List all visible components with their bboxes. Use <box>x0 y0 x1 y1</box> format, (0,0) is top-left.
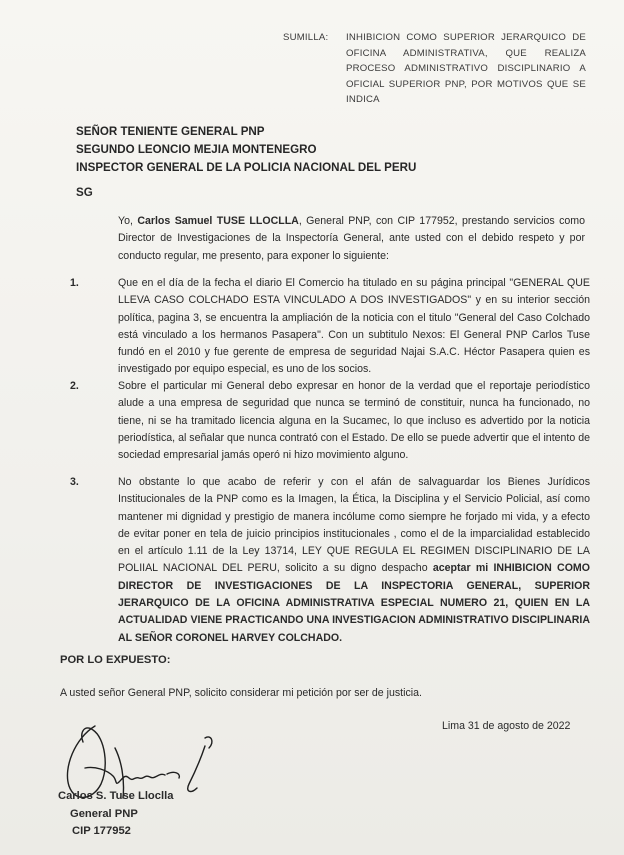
signer-name: Carlos S. Tuse Lloclla <box>58 790 174 802</box>
item-3-text: No obstante lo que acabo de referir y con el afán de salvaguardar los Bienes Jurídicos Institucionales de la PNP como es la Imagen, la Ética, la Disciplina y el Servicio Policial, así como mantener mi dignidad y prestigio de manera incólume como siempre he forjado mi vida, y a efecto de evitar poner en tela de juicio principios institucionales , como el de la imparcialidad establecido en el artículo 1.11 de la Ley 13714, LEY QUE REGULA EL REGIMEN DISCIPLINARIO DE LA POLIIAL NACIONAL DEL PERU, solicito a su digno despacho <box>118 476 590 575</box>
addressee-block <box>76 123 516 177</box>
item-number: 3. <box>70 476 79 488</box>
item-number: 2. <box>70 380 79 392</box>
closing-heading: POR LO EXPUESTO: <box>60 654 171 666</box>
addressee-line-2: SEGUNDO LEONCIO MEJIA MONTENEGRO <box>76 143 317 156</box>
sumilla-text: INHIBICION COMO SUPERIOR JERARQUICO DE OFICINA ADMINISTRATIVA, QUE REALIZA PROCESO ADMINISTRATIVO DISCIPLINARIO A OFICIAL SUPERIOR PNP, POR MOTIVOS QUE SE INDICA <box>346 32 586 105</box>
item-text: Sobre el particular mi General debo expresar en honor de la verdad que el reportaje periodístico alude a una empresa de seguridad que nunca se terminó de constituir, nunca ha funcionado, no tiene, ni se ha tramitado licencia alguna en la Sucamec, lo que incluso es advertido por la noticia periodística, al señalar que nunca contrató con el Estado. De ello se puede advertir que el intento de sociedad empresarial jamás operó ni hizo movimiento alguno. <box>118 380 590 462</box>
addressee-line-3: INSPECTOR GENERAL DE LA POLICIA NACIONAL DEL PERU <box>76 161 417 174</box>
signer-rank: General PNP <box>70 807 138 820</box>
request-sentence: A usted señor General PNP, solicito considerar mi petición por ser de justicia. <box>60 687 422 699</box>
intro-name: Carlos Samuel TUSE LLOCLLA <box>137 215 299 227</box>
item-text <box>118 474 590 647</box>
salutation: SG <box>76 186 93 199</box>
sumilla-label: SUMILLA: <box>283 32 329 43</box>
intro-after: , General PNP, con CIP 177952, prestando servicios como Director de Investigaciones de la Inspectoría General, ante usted con el debido respeto y por conducto regular, me presento, para exponer lo siguiente: <box>118 215 585 262</box>
signer-block <box>58 788 173 841</box>
intro-paragraph <box>118 213 585 265</box>
item-text: Que en el día de la fecha el diario El Comercio ha titulado en su página principal "GENERAL QUE LLEVA CASO COLCHADO ESTA VINCULADO A DOS INVESTIGADOS" y en su interior sección política, pagina 3, se encuentra la ampliación de la noticia con el titulo "General del Caso Colchado está vinculado a los hermanos Pasapera". Con un subtitulo Nexos: El General PNP Carlos Tuse fundó en el 2010 y fue gerente de empresa de seguridad Najai S.A.C. Héctor Pasapera quien es investigado por equipo especial, es uno de los socios. <box>118 277 590 376</box>
addressee-line-1: SEÑOR TENIENTE GENERAL PNP <box>76 125 265 138</box>
date-line: Lima 31 de agosto de 2022 <box>442 720 571 732</box>
intro-before: Yo, <box>118 215 138 227</box>
item-number: 1. <box>70 277 79 289</box>
signer-cip: CIP 177952 <box>72 825 131 837</box>
item-3-bold-request: aceptar mi INHIBICION COMO DIRECTOR DE INVESTIGACIONES DE LA INSPECTORIA GENERAL, SUPERIOR JERARQUICO DE LA OFICINA ADMINISTRATIVA ESPECIAL NUMERO 21, QUIEN EN LA ACTUALIDAD VIENE PRACTICANDO UNA INVESTIGACION ADMINISTRATIVO DISCIPLINARIA AL SEÑOR CORONEL HARVEY COLCHADO. <box>118 562 590 644</box>
